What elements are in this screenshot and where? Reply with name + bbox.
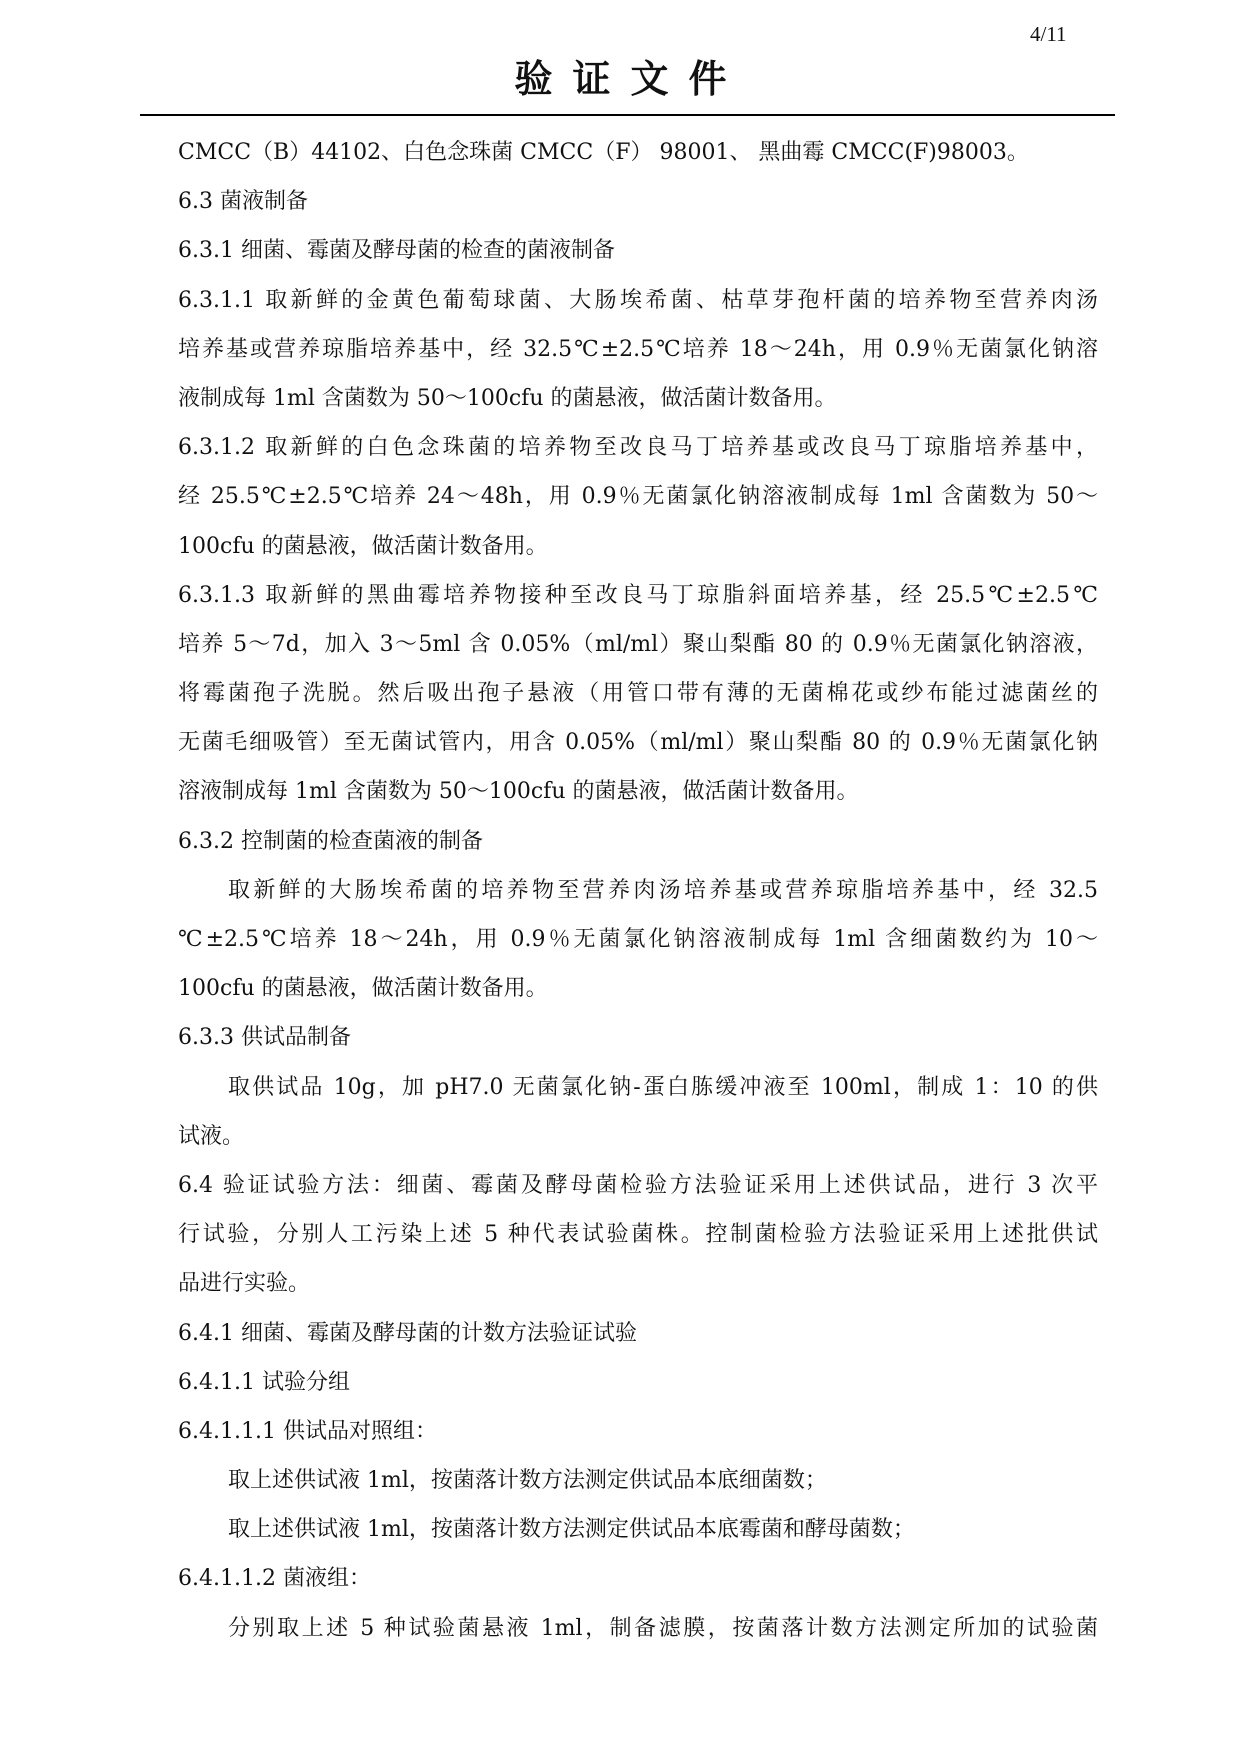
text-line: 6.3.1.2 取新鲜的白色念珠菌的培养物至改良马丁培养基或改良马丁琼脂培养基中， (178, 435, 1098, 461)
text-line: 品进行实验。 (178, 1271, 311, 1297)
text-line: 取新鲜的大肠埃希菌的培养物至营养肉汤培养基或营养琼脂培养基中，经 32.5 (228, 877, 1098, 903)
text-line: 将霉菌孢子洗脱。然后吸出孢子悬液（用管口带有薄的无菌棉花或纱布能过滤菌丝的 (178, 681, 1098, 707)
document-title: 验证文件 (514, 56, 747, 101)
text-line: 6.3.2 控制菌的检查菌液的制备 (178, 828, 483, 854)
text-line: 经 25.5℃±2.5℃培养 24～48h，用 0.9％无菌氯化钠溶液制成每 1ml 含菌数为 50～ (178, 484, 1098, 510)
text-line: 6.4 验证试验方法：细菌、霉菌及酵母菌检验方法验证采用上述供试品，进行 3 次平 (178, 1172, 1098, 1198)
text-line: 100cfu 的菌悬液，做活菌计数备用。 (178, 976, 548, 1002)
text-line: 6.3.3 供试品制备 (178, 1025, 351, 1051)
text-line: 培养基或营养琼脂培养基中，经 32.5℃±2.5℃培养 18～24h，用 0.9％无菌氯化钠溶 (178, 336, 1098, 362)
header-rule (140, 114, 1115, 116)
text-line: 行试验，分别人工污染上述 5 种代表试验菌株。控制菌检验方法验证采用上述批供试 (178, 1222, 1098, 1248)
text-line: ℃±2.5℃培养 18～24h，用 0.9％无菌氯化钠溶液制成每 1ml 含细菌数约为 10～ (178, 927, 1098, 952)
text-line: 培养 5～7d，加入 3～5ml 含 0.05%（ml/ml）聚山梨酯 80 的 0.9％无菌氯化钠溶液， (178, 631, 1098, 657)
text-line: 溶液制成每 1ml 含菌数为 50～100cfu 的菌悬液，做活菌计数备用。 (178, 779, 859, 805)
text-line: 6.3.1.3 取新鲜的黑曲霉培养物接种至改良马丁琼脂斜面培养基，经 25.5℃±2.5℃ (178, 582, 1098, 608)
text-line: 试液。 (178, 1123, 245, 1149)
page-number: 4/11 (1030, 22, 1067, 46)
text-line: 100cfu 的菌悬液，做活菌计数备用。 (178, 533, 548, 559)
text-line: CMCC（B）44102、白色念珠菌 CMCC（F） 98001、 黑曲霉 CMCC(F)98003。 (178, 140, 1029, 165)
text-line: 6.4.1.1.1 供试品对照组： (178, 1418, 437, 1444)
text-line: 分别取上述 5 种试验菌悬液 1ml，制备滤膜，按菌落计数方法测定所加的试验菌 (228, 1615, 1098, 1641)
text-line: 6.4.1.1.2 菌液组： (178, 1566, 371, 1592)
text-line: 6.3 菌液制备 (178, 189, 308, 215)
text-line: 6.4.1.1 试验分组 (178, 1369, 350, 1395)
text-line: 液制成每 1ml 含菌数为 50～100cfu 的菌悬液，做活菌计数备用。 (178, 385, 837, 411)
text-line: 取供试品 10g，加 pH7.0 无菌氯化钠-蛋白胨缓冲液至 100ml，制成 1：10 的供 (228, 1074, 1098, 1100)
text-line: 6.3.1 细菌、霉菌及酵母菌的检查的菌液制备 (178, 238, 615, 264)
text-line: 6.3.1.1 取新鲜的金黄色葡萄球菌、大肠埃希菌、枯草芽孢杆菌的培养物至营养肉汤 (178, 287, 1098, 313)
text-line: 无菌毛细吸管）至无菌试管内，用含 0.05%（ml/ml）聚山梨酯 80 的 0.9％无菌氯化钠 (178, 730, 1098, 756)
document-body (178, 128, 1098, 1653)
text-line: 取上述供试液 1ml，按菌落计数方法测定供试品本底霉菌和酵母菌数； (228, 1517, 915, 1543)
text-line: 取上述供试液 1ml，按菌落计数方法测定供试品本底细菌数； (228, 1468, 827, 1494)
text-line: 6.4.1 细菌、霉菌及酵母菌的计数方法验证试验 (178, 1320, 637, 1346)
